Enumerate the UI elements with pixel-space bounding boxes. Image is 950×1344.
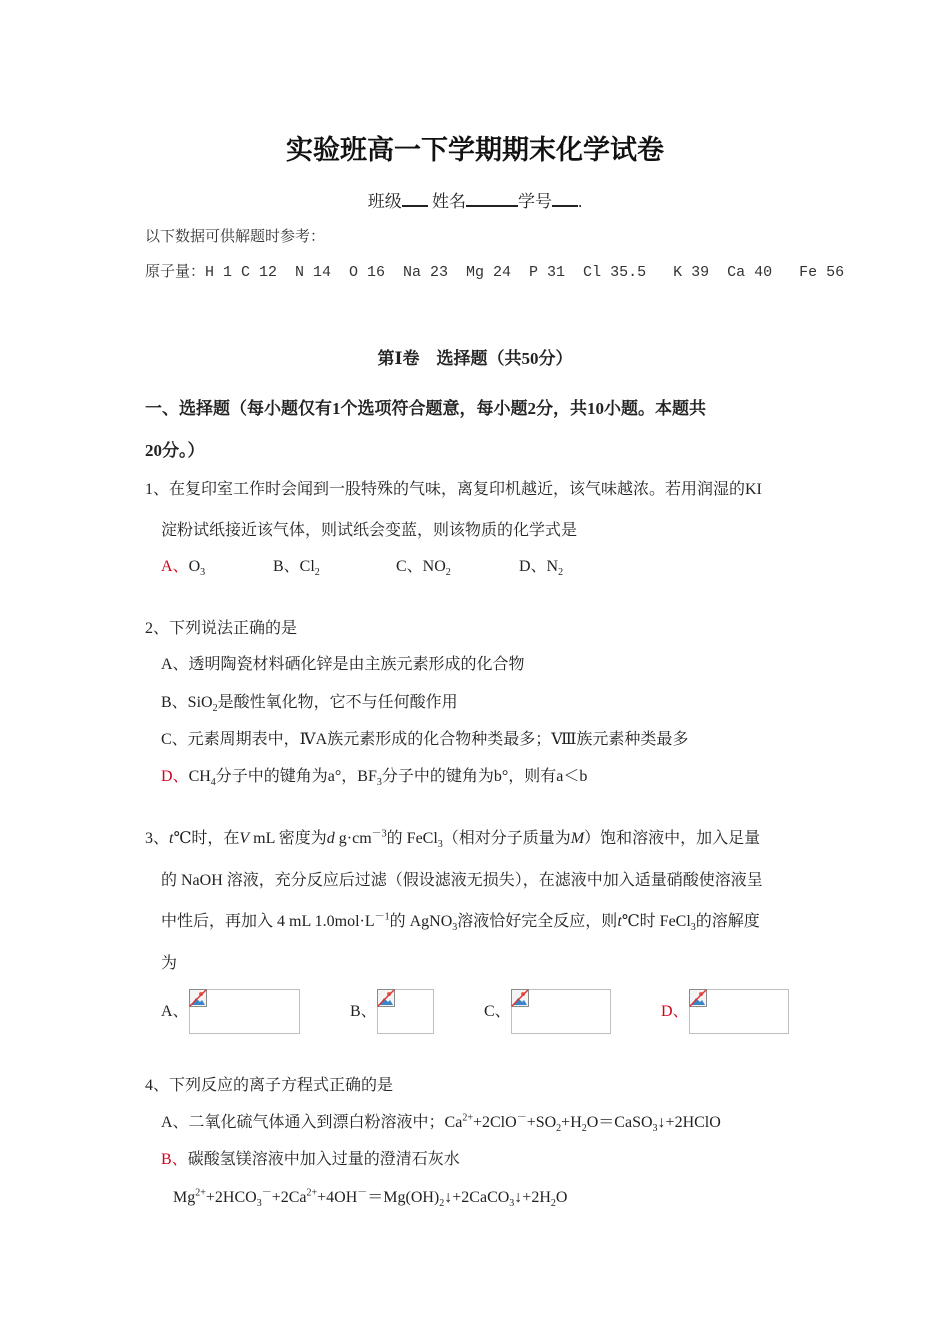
option-text: D、N (519, 558, 559, 575)
q3-option-a-image[interactable] (189, 989, 300, 1034)
number-label: 学号 (518, 192, 552, 211)
option-text: B、Cl (273, 558, 315, 575)
text: +2ClO (472, 1114, 517, 1131)
text: +4OH (317, 1189, 358, 1206)
q1-option-b[interactable] (273, 557, 320, 577)
text: ↓+2H (514, 1189, 551, 1206)
italic-var: d (326, 830, 335, 847)
part1-instruction-1: 一、选择题（每小题仅有1个选项符合题意，每小题2分，共10小题。本题共 (145, 399, 706, 418)
italic-var: V (239, 830, 250, 847)
option-text: 分子中的键角为b°，则有a＜b (381, 768, 588, 785)
subscript: 2 (556, 1123, 562, 1135)
q4-option-a[interactable] (161, 1113, 721, 1133)
text: O (555, 1189, 568, 1206)
italic-var: t (169, 830, 174, 847)
subscript: 2 (314, 567, 320, 579)
subscript: 3 (652, 1123, 658, 1135)
text: ℃时，在 (173, 830, 240, 847)
text: ℃时 FeCl (621, 913, 691, 930)
subscript: 2 (558, 567, 564, 579)
broken-image-icon (377, 989, 395, 1007)
subscript: 3 (452, 922, 458, 934)
q2-option-a[interactable]: A、透明陶瓷材料硒化锌是由主族元素形成的化合物 (161, 656, 525, 673)
text: 的溶解度 (695, 913, 760, 930)
q2-stem: 2、下列说法正确的是 (145, 620, 298, 637)
answer-mark: A、 (161, 558, 189, 575)
subscript: 3 (256, 1198, 262, 1210)
q4-equation-b (173, 1188, 567, 1208)
subscript: 2 (212, 703, 218, 715)
part1-instruction-2: 20分。） (145, 441, 205, 460)
subscript: 3 (509, 1198, 515, 1210)
broken-image-icon (189, 989, 207, 1007)
name-blank[interactable] (466, 189, 518, 207)
text: 碳酸氢镁溶液中加入过量的澄清石灰水 (187, 1151, 460, 1168)
subscript: 4 (210, 777, 216, 789)
q4-stem: 4、下列反应的离子方程式正确的是 (145, 1077, 394, 1094)
subscript: 3 (200, 567, 206, 579)
broken-image-icon (511, 989, 529, 1007)
q1-option-c[interactable] (396, 557, 451, 577)
line-end: . (578, 192, 583, 211)
text: +2HCO (205, 1189, 257, 1206)
page-title: 实验班高一下学期期末化学试卷 (286, 135, 664, 165)
q3-option-d-image[interactable] (689, 989, 789, 1034)
q1-option-d[interactable] (519, 557, 563, 577)
reference-note: 以下数据可供解题时参考： (145, 229, 326, 246)
superscript: 2+ (462, 1112, 473, 1124)
text: O＝CaSO (586, 1114, 653, 1131)
q3-option-a-label[interactable]: A、 (161, 1003, 189, 1020)
q3-stem-line3 (161, 912, 760, 932)
superscript: －3 (371, 828, 387, 840)
text: 中性后，再加入 4 mL 1.0mol·L (161, 913, 375, 930)
q2-option-d[interactable] (161, 767, 587, 787)
superscript: 2+ (306, 1187, 318, 1199)
q4-option-b[interactable] (161, 1150, 460, 1170)
q3-option-d-label[interactable]: D、 (661, 1003, 689, 1020)
superscript: －1 (374, 911, 390, 923)
student-info-line (0, 189, 950, 212)
superscript: － (357, 1187, 368, 1199)
option-text: O (188, 558, 201, 575)
text: （相对分子质量为 (442, 830, 571, 847)
q3-stem-line2: 的 NaOH 溶液，充分反应后过滤（假设滤液无损失），在滤液中加入适量硝酸使溶液呈 (161, 872, 763, 889)
option-text: 分子中的键角为a°，BF (215, 768, 377, 785)
text: 3、 (145, 830, 170, 847)
number-blank[interactable] (552, 189, 578, 207)
option-text: CH (188, 768, 211, 785)
q2-option-b[interactable] (161, 693, 458, 713)
option-text: C、NO (396, 558, 446, 575)
class-label: 班级 (367, 192, 402, 211)
superscript: － (516, 1112, 527, 1124)
text: +2Ca (271, 1189, 307, 1206)
answer-mark: D、 (161, 768, 189, 785)
text: ＝Mg(OH) (367, 1189, 440, 1206)
section-title: 第Ⅰ卷 选择题（共50分） (377, 349, 573, 368)
subscript: 2 (581, 1123, 587, 1135)
subscript: 3 (437, 839, 443, 851)
text: ↓+2HClO (657, 1114, 721, 1131)
text: 的 AgNO (389, 913, 453, 930)
q1-option-a[interactable] (161, 557, 205, 577)
text: +H (561, 1114, 582, 1131)
text: ）饱和溶液中，加入足量 (584, 830, 761, 847)
q3-option-c-label[interactable]: C、 (484, 1003, 511, 1020)
q3-option-b-image[interactable] (377, 989, 434, 1034)
text: 的 FeCl (386, 830, 438, 847)
q3-option-b-label[interactable]: B、 (350, 1003, 377, 1020)
text: 溶液恰好完全反应，则 (457, 913, 618, 930)
text: g·cm (334, 830, 372, 847)
italic-var: t (617, 913, 622, 930)
name-label: 姓名 (432, 192, 466, 211)
q3-stem-line1 (145, 829, 760, 849)
text: +SO (526, 1114, 557, 1131)
broken-image-icon (689, 989, 707, 1007)
subscript: 2 (550, 1198, 556, 1210)
q3-stem-line4: 为 (161, 955, 178, 972)
subscript: 2 (445, 567, 451, 579)
italic-var: M (570, 830, 585, 847)
subscript: 2 (439, 1198, 445, 1210)
text: mL 密度为 (249, 830, 327, 847)
q3-option-c-image[interactable] (511, 989, 611, 1034)
q1-stem-line2: 淀粉试纸接近该气体，则试纸会变蓝，则该物质的化学式是 (161, 522, 578, 539)
text: ↓+2CaCO (444, 1189, 510, 1206)
q2-option-c[interactable]: C、元素周期表中，ⅣA族元素形成的化合物种类最多；Ⅷ族元素种类最多 (161, 731, 689, 748)
option-text: B、SiO (161, 694, 213, 711)
text: A、二氧化硫气体通入到漂白粉溶液中；Ca (161, 1114, 463, 1131)
subscript: 3 (376, 777, 382, 789)
superscript: － (261, 1187, 272, 1199)
superscript: 2+ (195, 1187, 206, 1199)
class-blank[interactable] (402, 189, 428, 207)
option-text: 是酸性氧化物，它不与任何酸作用 (217, 694, 458, 711)
subscript: 3 (690, 922, 696, 934)
atomic-mass-line: 原子量：H 1 C 12 N 14 O 16 Na 23 Mg 24 P 31 Cl 35.5 K 39 Ca 40 Fe 56 (145, 264, 845, 281)
text: Mg (173, 1189, 196, 1206)
answer-mark: B、 (161, 1151, 188, 1168)
q1-stem-line1: 1、在复印室工作时会闻到一股特殊的气味，离复印机越近，该气味越浓。若用润湿的KI (145, 481, 762, 498)
